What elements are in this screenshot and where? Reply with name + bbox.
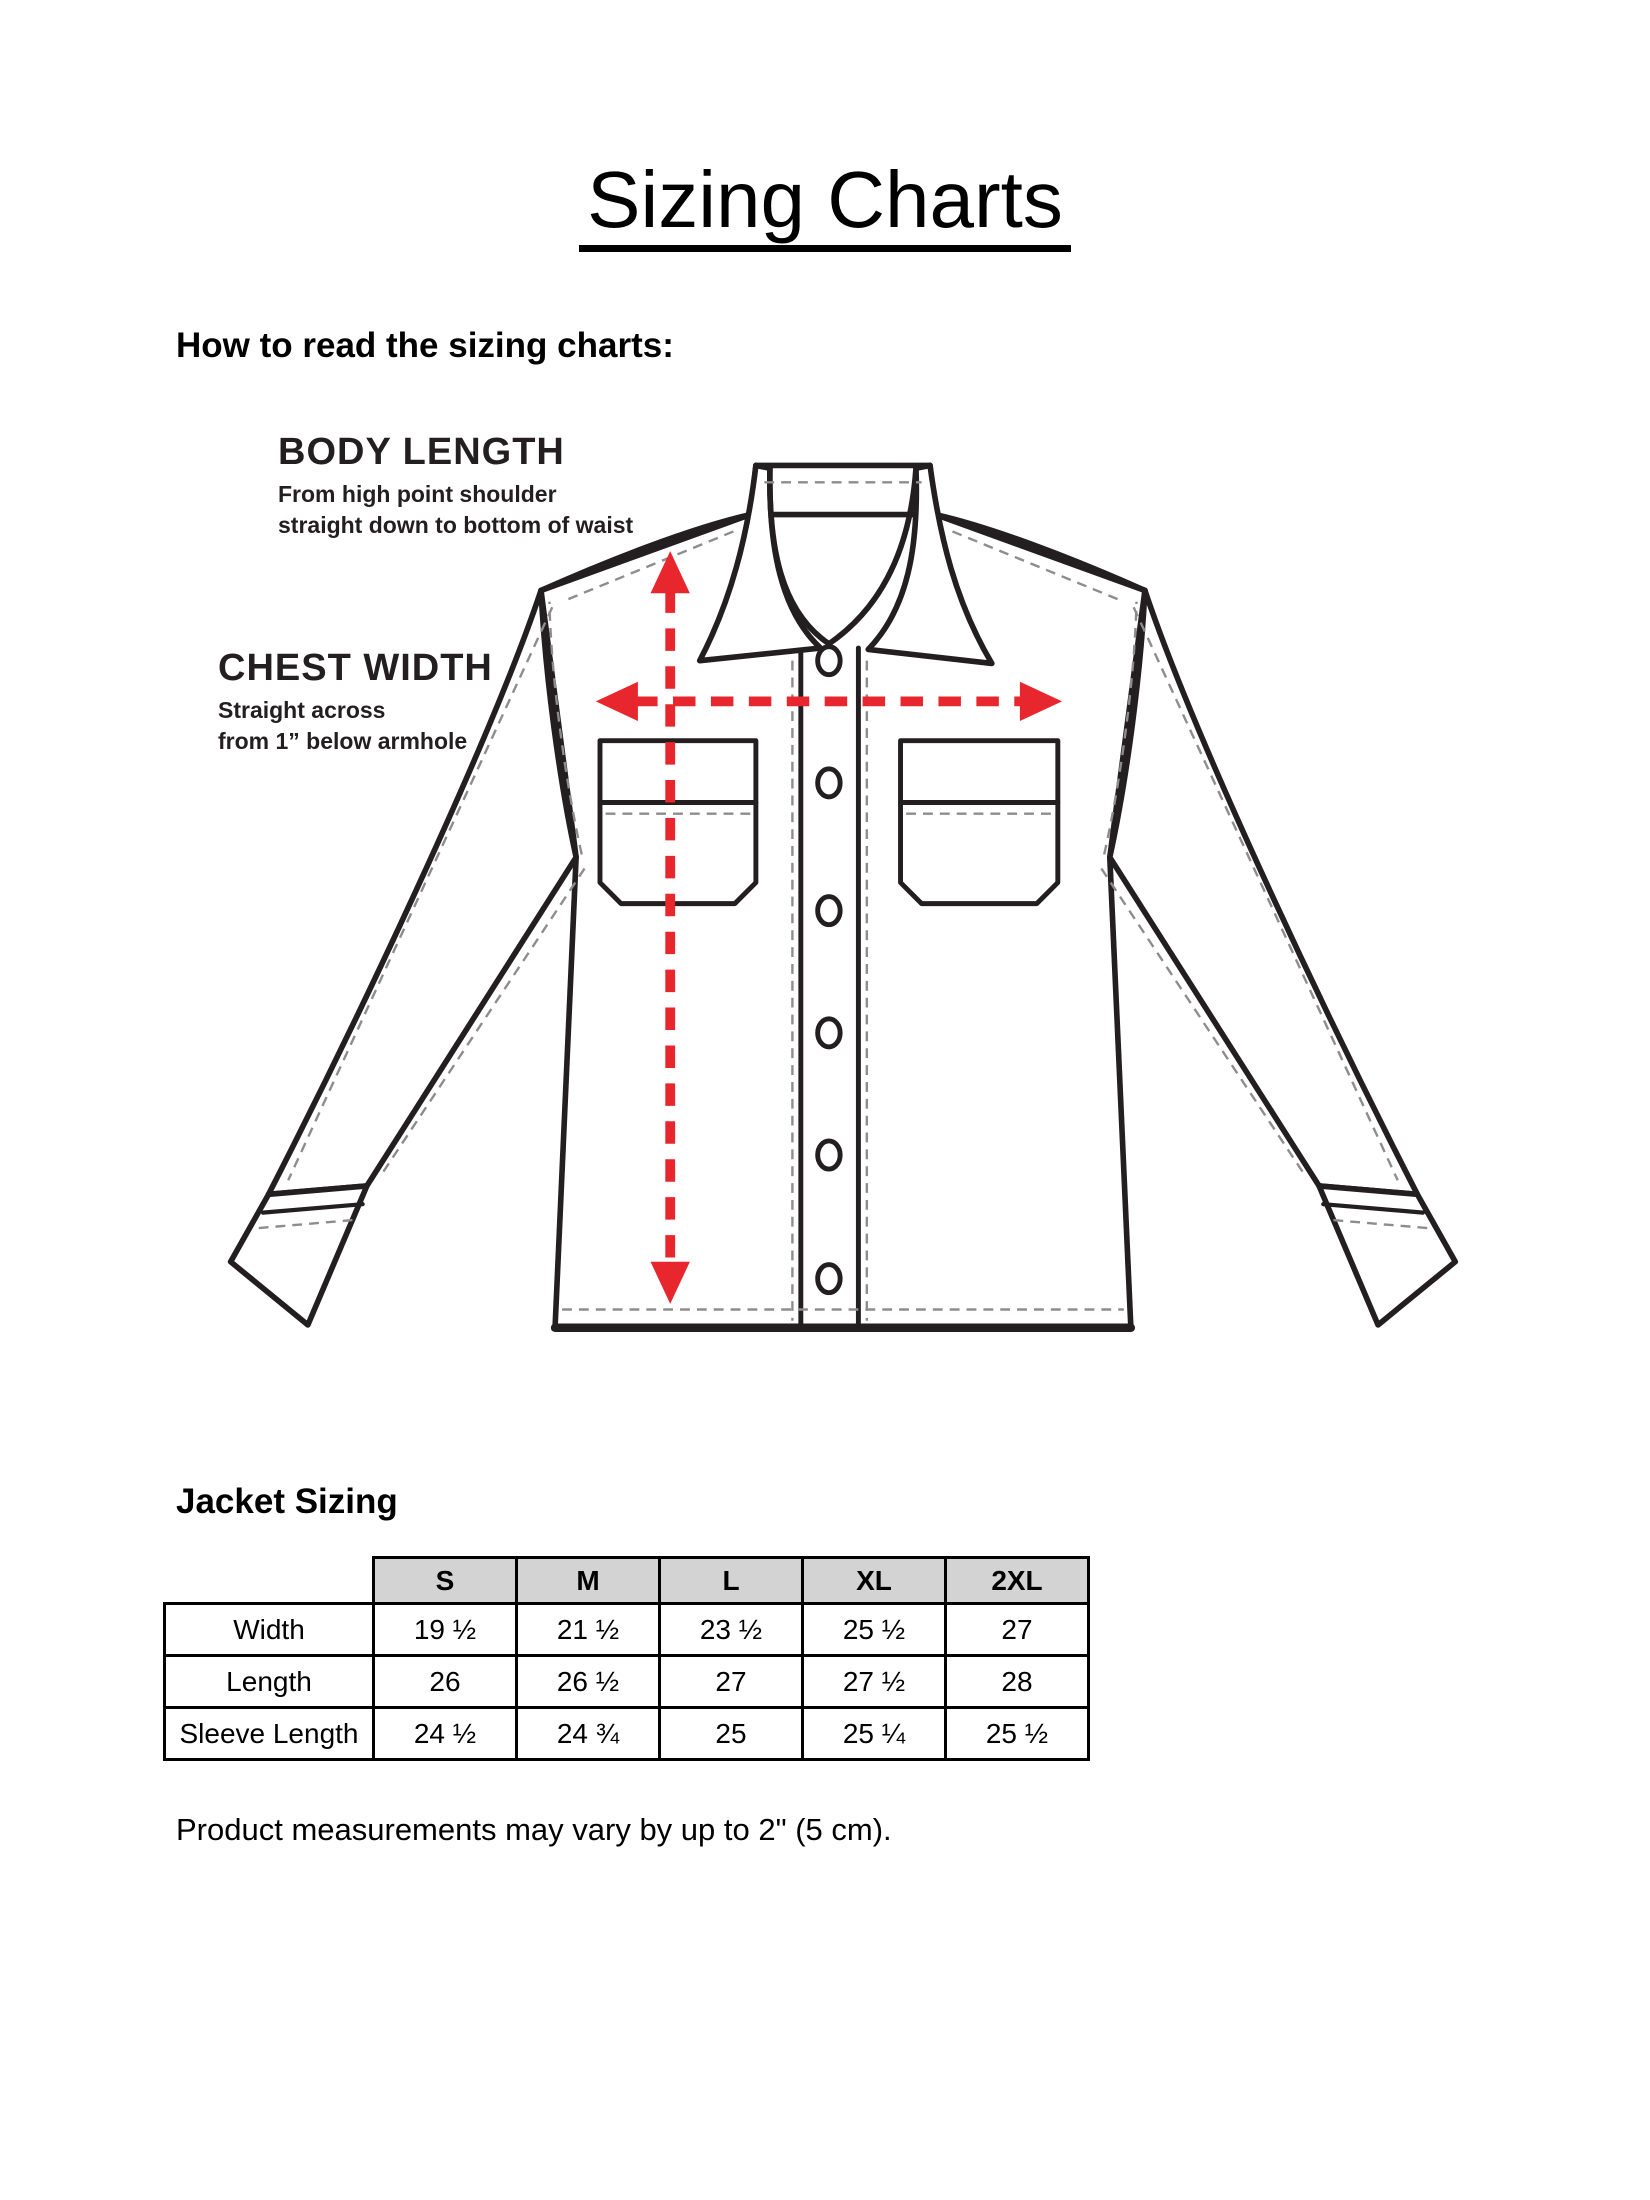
jacket-front-illustration xyxy=(225,450,1489,1405)
chest-width-description: Straight across from 1” below armhole xyxy=(218,697,468,754)
how-to-heading: How to read the sizing charts: xyxy=(176,326,674,365)
table-cell: 24 ½ xyxy=(374,1708,517,1760)
column-header: XL xyxy=(803,1558,946,1604)
measurement-disclaimer: Product measurements may vary by up to 2" (5 cm). xyxy=(176,1812,892,1847)
chest-width-annotation xyxy=(218,646,493,757)
column-header: M xyxy=(517,1558,660,1604)
row-label: Length xyxy=(165,1656,374,1708)
table-row xyxy=(165,1656,1089,1708)
table-cell: 25 xyxy=(660,1708,803,1760)
table-cell: 21 ½ xyxy=(517,1604,660,1656)
table-cell: 23 ½ xyxy=(660,1604,803,1656)
right-chest-pocket xyxy=(901,741,1058,904)
page-title xyxy=(0,155,1650,252)
row-label: Width xyxy=(165,1604,374,1656)
table-cell: 24 ¾ xyxy=(517,1708,660,1760)
jacket-sizing-heading: Jacket Sizing xyxy=(176,1482,398,1521)
table-cell: 26 xyxy=(374,1656,517,1708)
table-cell: 27 xyxy=(660,1656,803,1708)
page-title-text: Sizing Charts xyxy=(579,158,1071,252)
jacket-sizing-table xyxy=(163,1556,1090,1761)
row-label: Sleeve Length xyxy=(165,1708,374,1760)
body-length-annotation xyxy=(278,430,633,541)
table-cell: 27 xyxy=(946,1604,1089,1656)
table-cell: 28 xyxy=(946,1656,1089,1708)
table-cell: 25 ½ xyxy=(803,1604,946,1656)
table-corner-blank xyxy=(165,1558,374,1604)
body-length-title: BODY LENGTH xyxy=(278,431,565,473)
table-cell: 26 ½ xyxy=(517,1656,660,1708)
table-row xyxy=(165,1708,1089,1760)
column-header: S xyxy=(374,1558,517,1604)
table-row xyxy=(165,1604,1089,1656)
table-header-row xyxy=(165,1558,1089,1604)
chest-width-title: CHEST WIDTH xyxy=(218,647,493,689)
table-cell: 25 ¼ xyxy=(803,1708,946,1760)
table-cell: 25 ½ xyxy=(946,1708,1089,1760)
table-cell: 27 ½ xyxy=(803,1656,946,1708)
jacket-right-sleeve xyxy=(1110,590,1418,1194)
column-header: L xyxy=(660,1558,803,1604)
body-length-description: From high point shoulder straight down to bottom of waist xyxy=(278,481,634,538)
column-header: 2XL xyxy=(946,1558,1089,1604)
left-chest-pocket xyxy=(600,741,756,904)
table-cell: 19 ½ xyxy=(374,1604,517,1656)
